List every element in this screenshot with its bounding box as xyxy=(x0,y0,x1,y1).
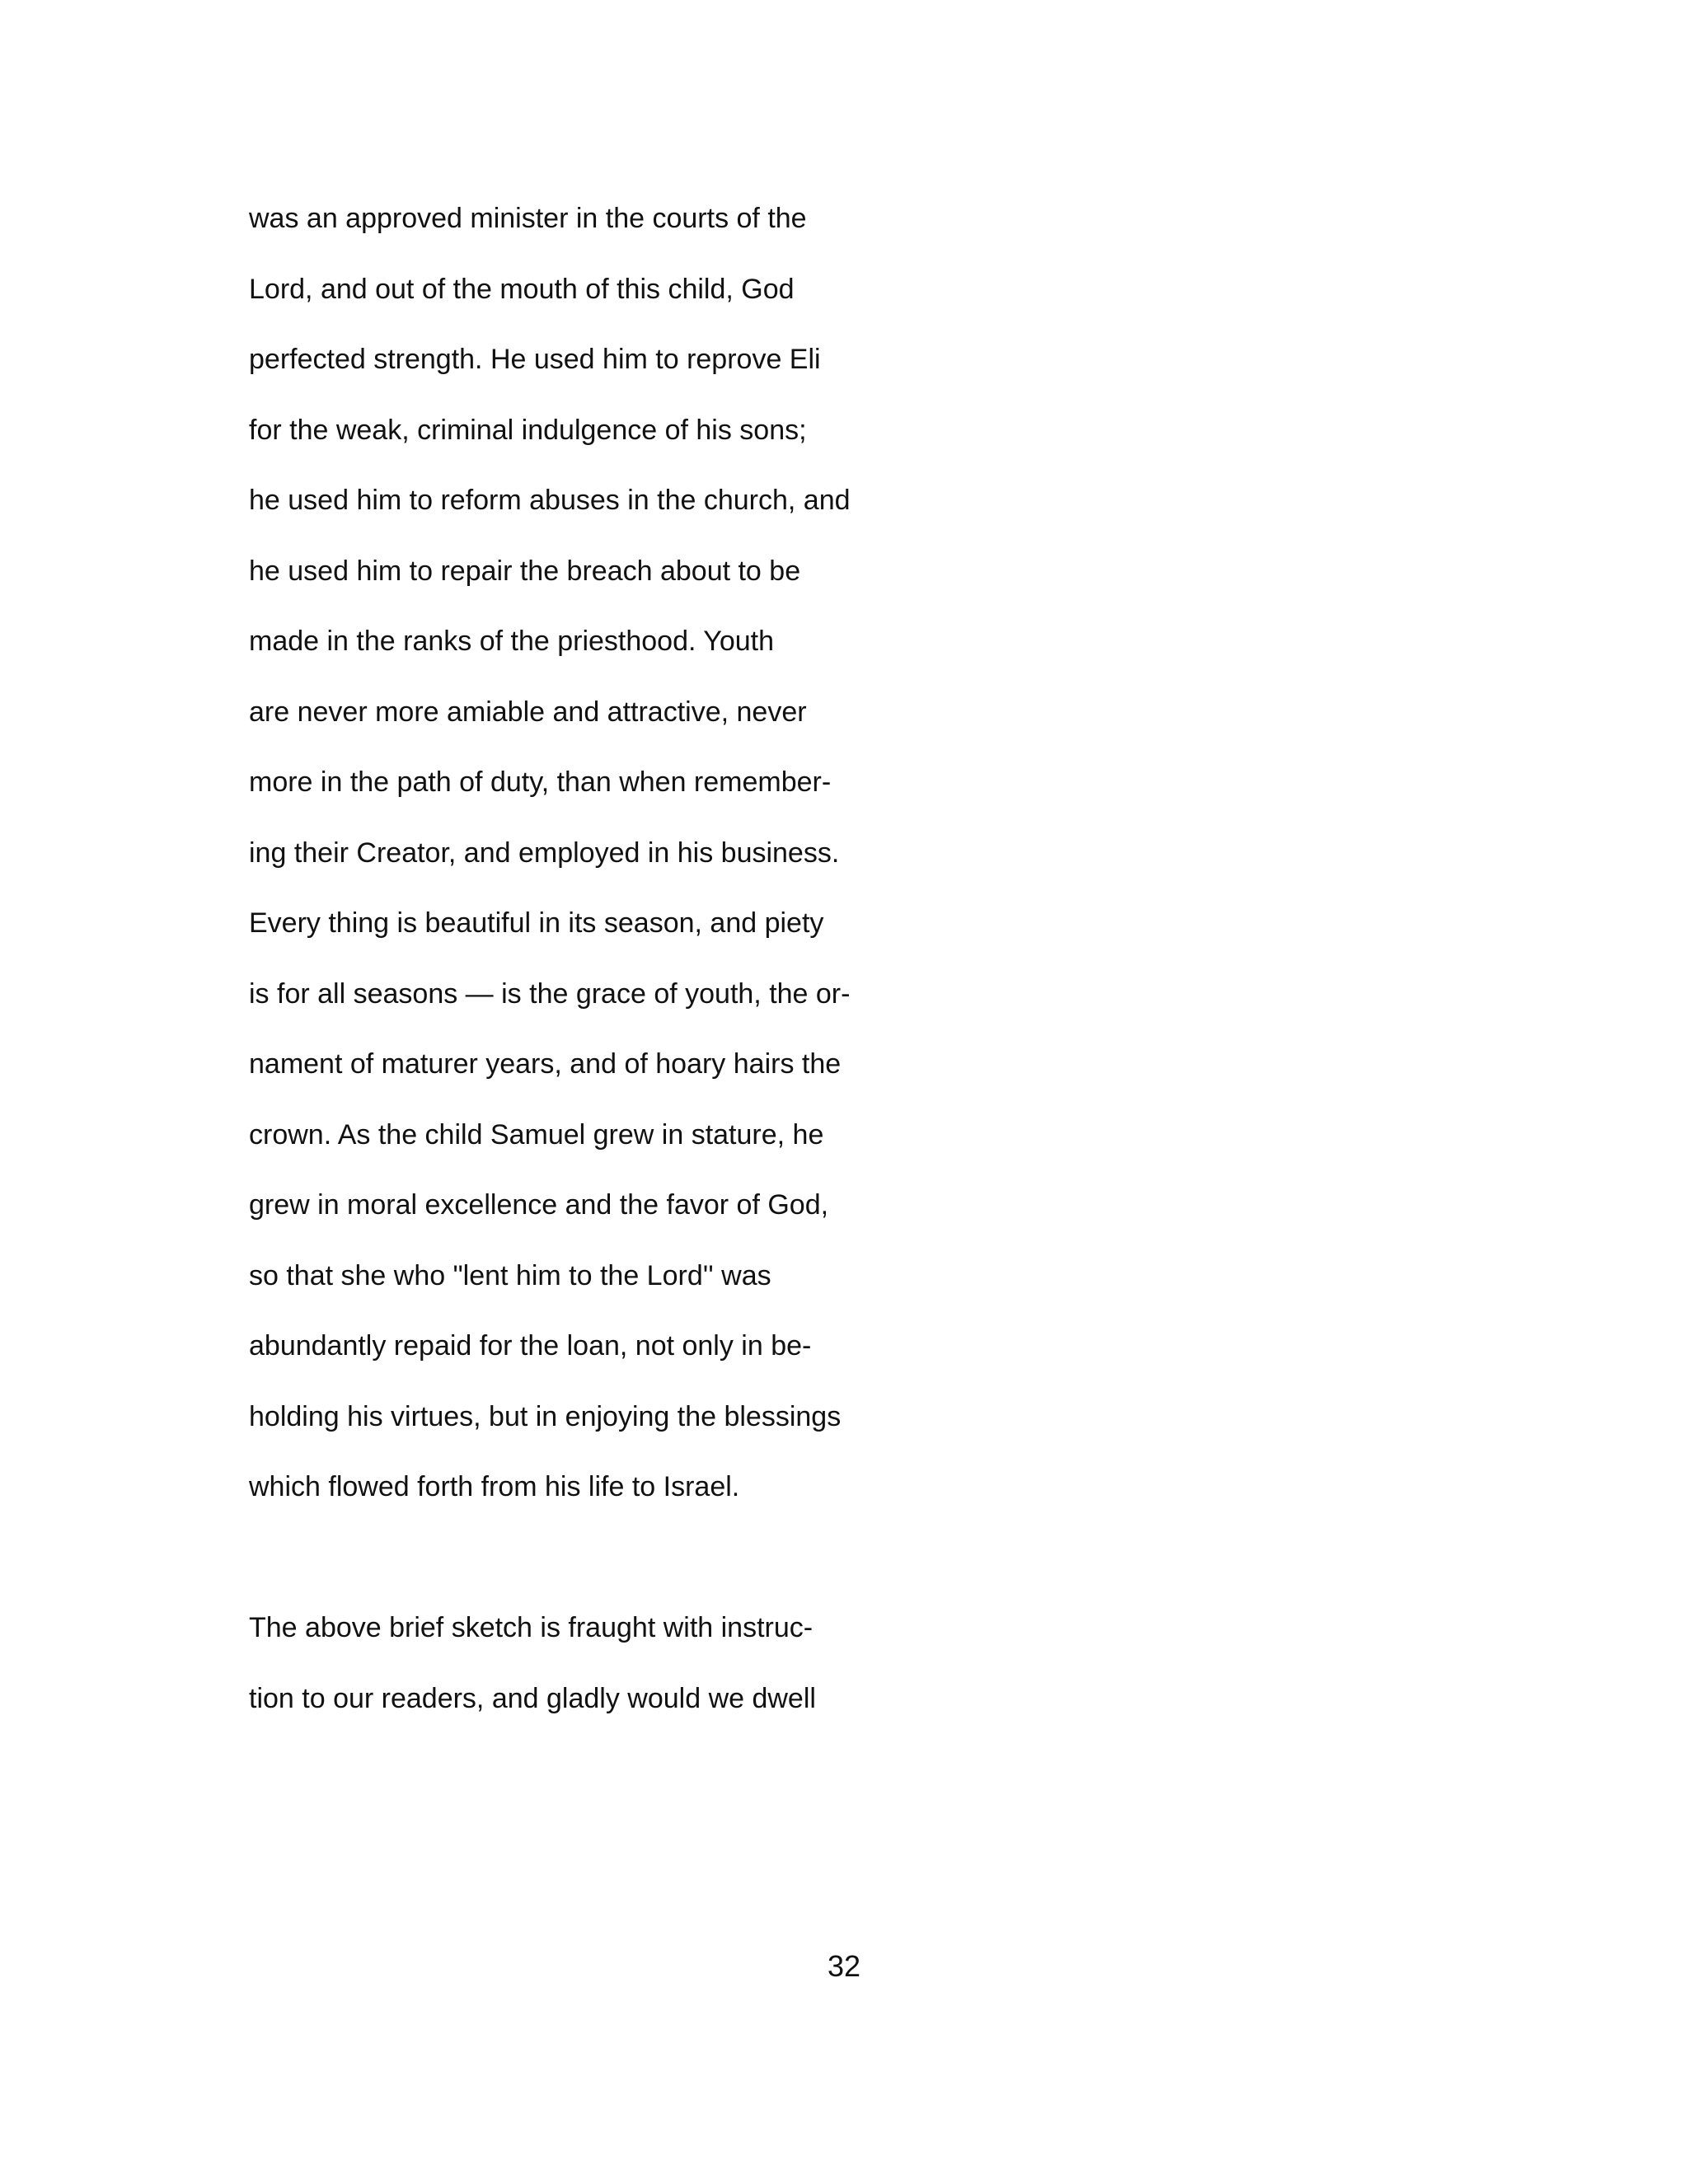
text-line: perfected strength. He used him to reprove Eli xyxy=(249,344,821,375)
text-line: Every thing is beautiful in its season, and piety xyxy=(249,907,824,939)
text-line: grew in moral excellence and the favor of God, xyxy=(249,1189,829,1221)
paragraph xyxy=(249,190,1403,1529)
paragraph-gap xyxy=(249,1529,1403,1600)
paragraph xyxy=(249,1599,1403,1740)
text-line: made in the ranks of the priesthood. Youth xyxy=(249,626,775,657)
body-text xyxy=(249,190,1403,1740)
page-number: 32 xyxy=(827,1949,861,1983)
text-line: are never more amiable and attractive, never xyxy=(249,696,807,728)
text-line: was an approved minister in the courts of the xyxy=(249,203,807,234)
text-line: nament of maturer years, and of hoary hairs the xyxy=(249,1048,842,1080)
text-line: tion to our readers, and gladly would we dwell xyxy=(249,1682,816,1714)
text-line: abundantly repaid for the loan, not only in be- xyxy=(249,1330,812,1361)
text-line: for the weak, criminal indulgence of his sons; xyxy=(249,414,807,446)
text-line: crown. As the child Samuel grew in stature, he xyxy=(249,1118,824,1151)
text-line: is for all seasons — is the grace of youth, the or- xyxy=(249,977,851,1010)
text-line: more in the path of duty, than when remember- xyxy=(249,766,832,798)
text-line: he used him to reform abuses in the church, and xyxy=(249,485,851,516)
text-line: holding his virtues, but in enjoying the blessings xyxy=(249,1400,842,1432)
text-line: which flowed forth from his life to Israel. xyxy=(249,1471,740,1502)
text-line: Lord, and out of the mouth of this child, God xyxy=(249,273,795,305)
text-line: ing their Creator, and employed in his business. xyxy=(249,837,840,869)
text-line: he used him to repair the breach about to be xyxy=(249,555,801,587)
text-line: The above brief sketch is fraught with instruc- xyxy=(249,1612,814,1643)
text-line: so that she who "lent him to the Lord'' was xyxy=(249,1259,771,1291)
